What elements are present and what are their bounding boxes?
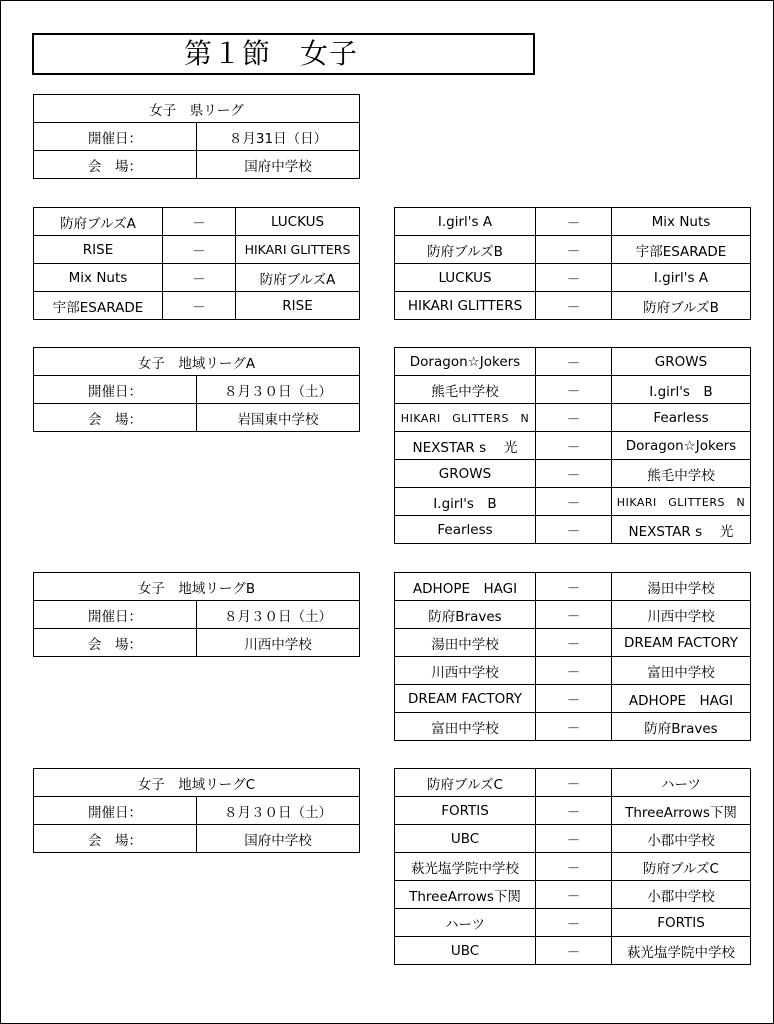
versus-dash: － — [536, 516, 612, 544]
table-row — [395, 657, 751, 685]
home-team: RISE — [34, 236, 163, 264]
match-table-b — [394, 572, 751, 741]
versus-dash: － — [536, 685, 612, 713]
table-row — [395, 601, 751, 629]
table-row — [395, 825, 751, 853]
table-row — [395, 629, 751, 657]
away-team: 防府ブルズC — [612, 853, 751, 881]
home-team: 防府ブルズB — [395, 236, 536, 264]
versus-dash: － — [536, 601, 612, 629]
away-team: ADHOPE HAGI — [612, 685, 751, 713]
table-row — [395, 432, 751, 460]
table-row — [395, 573, 751, 601]
venue-value: 国府中学校 — [197, 825, 360, 853]
table-row — [395, 292, 751, 320]
versus-dash: － — [163, 236, 236, 264]
away-team: HIKARI GLITTERS N — [612, 488, 751, 516]
venue-label: 会 場： — [34, 404, 197, 432]
away-team: Mix Nuts — [612, 208, 751, 236]
home-team: 湯田中学校 — [395, 629, 536, 657]
date-value: ８月３０日（土） — [197, 601, 360, 629]
away-team: FORTIS — [612, 909, 751, 937]
table-row — [395, 404, 751, 432]
home-team: Mix Nuts — [34, 264, 163, 292]
info-table-a — [33, 347, 360, 432]
versus-dash: － — [536, 629, 612, 657]
table-row — [395, 376, 751, 404]
home-team: I.girl's A — [395, 208, 536, 236]
table-row — [395, 937, 751, 965]
league-header: 女子 地域リーグB — [34, 573, 360, 601]
away-team: GROWS — [612, 348, 751, 376]
home-team: 萩光塩学院中学校 — [395, 853, 536, 881]
versus-dash: － — [536, 292, 612, 320]
table-row — [395, 488, 751, 516]
home-team: 宇部ESARADE — [34, 292, 163, 320]
home-team: Fearless — [395, 516, 536, 544]
home-team: 熊毛中学校 — [395, 376, 536, 404]
versus-dash: － — [536, 573, 612, 601]
versus-dash: － — [536, 853, 612, 881]
away-team: 防府Braves — [612, 713, 751, 741]
home-team: UBC — [395, 937, 536, 965]
away-team: 防府ブルズA — [236, 264, 360, 292]
versus-dash: － — [536, 937, 612, 965]
table-row — [395, 264, 751, 292]
home-team: Doragon☆Jokers — [395, 348, 536, 376]
home-team: DREAM FACTORY — [395, 685, 536, 713]
versus-dash: － — [536, 348, 612, 376]
table-row — [395, 460, 751, 488]
versus-dash: － — [536, 657, 612, 685]
away-team: ハーツ — [612, 769, 751, 797]
table-row — [395, 713, 751, 741]
away-team: 防府ブルズB — [612, 292, 751, 320]
league-header: 女子 県リーグ — [34, 95, 360, 123]
away-team: Doragon☆Jokers — [612, 432, 751, 460]
away-team: 熊毛中学校 — [612, 460, 751, 488]
versus-dash: － — [536, 376, 612, 404]
home-team: 防府Braves — [395, 601, 536, 629]
away-team: DREAM FACTORY — [612, 629, 751, 657]
home-team: HIKARI GLITTERS N — [395, 404, 536, 432]
away-team: 小郡中学校 — [612, 825, 751, 853]
away-team: I.girl's B — [612, 376, 751, 404]
versus-dash: － — [536, 404, 612, 432]
versus-dash: － — [536, 488, 612, 516]
table-row — [395, 881, 751, 909]
versus-dash: － — [536, 236, 612, 264]
page-title-box — [32, 33, 535, 75]
table-row — [34, 264, 360, 292]
versus-dash: － — [163, 292, 236, 320]
away-team: 小郡中学校 — [612, 881, 751, 909]
match-table-c — [394, 768, 751, 965]
date-label: 開催日： — [34, 123, 197, 151]
away-team: I.girl's A — [612, 264, 751, 292]
venue-label: 会 場： — [34, 151, 197, 179]
away-team: Fearless — [612, 404, 751, 432]
date-value: ８月31日（日） — [197, 123, 360, 151]
venue-label: 会 場： — [34, 629, 197, 657]
table-row — [34, 208, 360, 236]
versus-dash: － — [536, 825, 612, 853]
versus-dash: － — [536, 460, 612, 488]
versus-dash: － — [536, 769, 612, 797]
info-table-b — [33, 572, 360, 657]
date-label: 開催日： — [34, 797, 197, 825]
home-team: UBC — [395, 825, 536, 853]
home-team: 川西中学校 — [395, 657, 536, 685]
home-team: 富田中学校 — [395, 713, 536, 741]
away-team: RISE — [236, 292, 360, 320]
home-team: GROWS — [395, 460, 536, 488]
table-row — [395, 208, 751, 236]
home-team: ThreeArrows下関 — [395, 881, 536, 909]
away-team: 川西中学校 — [612, 601, 751, 629]
table-row — [395, 797, 751, 825]
away-team: ThreeArrows下関 — [612, 797, 751, 825]
table-row — [395, 236, 751, 264]
table-row — [395, 685, 751, 713]
page-title: 第１節 女子 — [184, 37, 359, 70]
match-table-ken-right — [394, 207, 751, 320]
home-team: LUCKUS — [395, 264, 536, 292]
league-header: 女子 地域リーグC — [34, 769, 360, 797]
away-team: 富田中学校 — [612, 657, 751, 685]
versus-dash: － — [536, 909, 612, 937]
date-label: 開催日： — [34, 601, 197, 629]
table-row — [395, 909, 751, 937]
home-team: ADHOPE HAGI — [395, 573, 536, 601]
home-team: 防府ブルズC — [395, 769, 536, 797]
versus-dash: － — [536, 797, 612, 825]
home-team: HIKARI GLITTERS — [395, 292, 536, 320]
versus-dash: － — [536, 713, 612, 741]
table-row — [395, 348, 751, 376]
away-team: LUCKUS — [236, 208, 360, 236]
match-table-ken-left — [33, 207, 360, 320]
info-table-c — [33, 768, 360, 853]
venue-value: 岩国東中学校 — [197, 404, 360, 432]
away-team: NEXSTAR s 光 — [612, 516, 751, 544]
date-label: 開催日： — [34, 376, 197, 404]
versus-dash: － — [536, 264, 612, 292]
versus-dash: － — [163, 208, 236, 236]
home-team: FORTIS — [395, 797, 536, 825]
table-row — [395, 853, 751, 881]
info-table-ken — [33, 94, 360, 179]
versus-dash: － — [536, 881, 612, 909]
away-team: 宇部ESARADE — [612, 236, 751, 264]
away-team: HIKARI GLITTERS — [236, 236, 360, 264]
versus-dash: － — [163, 264, 236, 292]
league-header: 女子 地域リーグA — [34, 348, 360, 376]
venue-value: 国府中学校 — [197, 151, 360, 179]
date-value: ８月３０日（土） — [197, 376, 360, 404]
date-value: ８月３０日（土） — [197, 797, 360, 825]
home-team: NEXSTAR s 光 — [395, 432, 536, 460]
versus-dash: － — [536, 208, 612, 236]
home-team: 防府ブルズA — [34, 208, 163, 236]
home-team: I.girl's B — [395, 488, 536, 516]
venue-label: 会 場： — [34, 825, 197, 853]
home-team: ハーツ — [395, 909, 536, 937]
versus-dash: － — [536, 432, 612, 460]
table-row — [395, 516, 751, 544]
table-row — [395, 769, 751, 797]
away-team: 萩光塩学院中学校 — [612, 937, 751, 965]
table-row — [34, 236, 360, 264]
venue-value: 川西中学校 — [197, 629, 360, 657]
match-table-a — [394, 347, 751, 544]
away-team: 湯田中学校 — [612, 573, 751, 601]
table-row — [34, 292, 360, 320]
